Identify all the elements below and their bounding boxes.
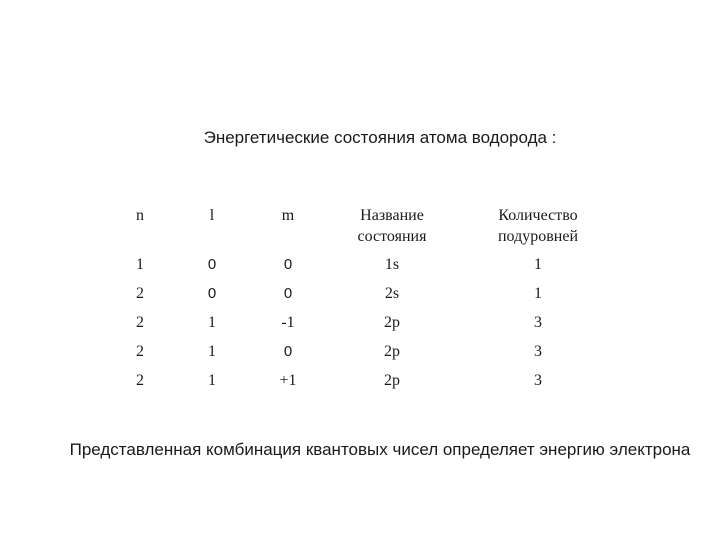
cell-n: 1 <box>136 256 144 273</box>
cell-state: 1s <box>384 256 400 273</box>
footer-statement: Представленная комбинация квантовых чисел определяет энергию электрона <box>69 440 691 459</box>
header-m: m <box>281 207 295 224</box>
cell-m: +1 <box>279 372 297 389</box>
header-count-line1: Количество <box>498 207 578 224</box>
cell-l: 1 <box>208 372 216 389</box>
cell-n: 2 <box>136 314 144 331</box>
cell-state: 2s <box>384 285 400 302</box>
cell-count: 1 <box>534 256 542 273</box>
cell-count: 3 <box>534 314 542 331</box>
cell-m: 0 <box>283 256 293 273</box>
cell-state: 2p <box>384 314 400 331</box>
cell-count: 3 <box>534 372 542 389</box>
cell-count: 3 <box>534 343 542 360</box>
cell-n: 2 <box>136 372 144 389</box>
header-l: l <box>209 207 215 224</box>
cell-n: 2 <box>136 285 144 302</box>
cell-l: 0 <box>207 285 217 302</box>
header-name-line2: состояния <box>357 228 427 245</box>
cell-m: 0 <box>283 285 293 302</box>
cell-l: 1 <box>208 314 216 331</box>
cell-n: 2 <box>136 343 144 360</box>
cell-l: 0 <box>207 256 217 273</box>
cell-state: 2p <box>384 343 400 360</box>
cell-state: 2p <box>384 372 400 389</box>
cell-count: 1 <box>534 285 542 302</box>
cell-m: 0 <box>283 343 293 360</box>
cell-l: 1 <box>208 343 216 360</box>
header-count-line2: подуровней <box>497 228 579 245</box>
header-name-line1: Название <box>360 207 424 224</box>
header-n: n <box>136 207 144 224</box>
page-title: Энергетические состояния атома водорода : <box>203 128 557 147</box>
cell-m: -1 <box>281 314 295 331</box>
